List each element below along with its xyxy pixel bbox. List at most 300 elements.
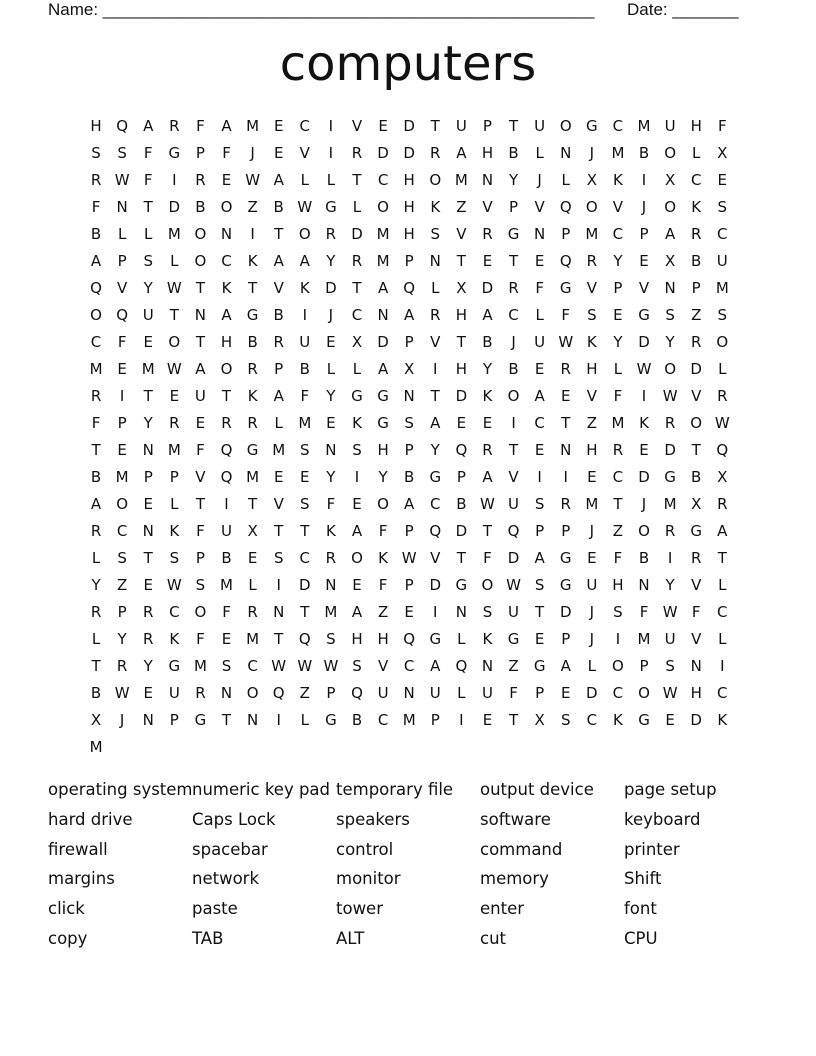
- grid-letter: O: [168, 333, 181, 351]
- grid-letter: T: [221, 711, 232, 729]
- grid-letter: G: [325, 198, 337, 216]
- word-list-item: numeric key pad: [192, 780, 331, 799]
- grid-letter: F: [143, 144, 153, 162]
- grid-letter: R: [195, 684, 206, 702]
- grid-letter: U: [664, 117, 676, 135]
- grid-letter: E: [717, 171, 728, 189]
- grid-letter: E: [247, 549, 258, 567]
- grid-letter: U: [455, 117, 467, 135]
- grid-letter: C: [717, 684, 728, 702]
- grid-letter: U: [377, 684, 389, 702]
- grid-letter: M: [167, 441, 181, 459]
- grid-letter: Z: [456, 198, 467, 216]
- grid-letter: P: [195, 549, 205, 567]
- grid-letter: W: [323, 657, 339, 675]
- grid-letter: L: [274, 414, 283, 432]
- grid-letter: F: [326, 495, 336, 513]
- grid-letter: C: [377, 711, 389, 729]
- grid-letter: F: [691, 603, 701, 621]
- grid-letter: U: [429, 684, 441, 702]
- grid-letter: L: [117, 225, 127, 243]
- grid-letter: O: [377, 198, 389, 216]
- grid-letter: O: [559, 117, 572, 135]
- grid-letter: Q: [116, 117, 129, 135]
- grid-letter: J: [641, 198, 647, 216]
- grid-letter: R: [143, 630, 154, 648]
- name-field-label: Name: ____________________________________________________: [48, 0, 595, 19]
- grid-letter: O: [664, 360, 677, 378]
- grid-letter: A: [560, 657, 571, 675]
- grid-letter: E: [273, 117, 284, 135]
- grid-letter: V: [351, 117, 363, 135]
- grid-letter: R: [90, 171, 102, 189]
- grid-letter: P: [691, 279, 701, 297]
- grid-letter: C: [612, 468, 624, 486]
- grid-letter: T: [274, 522, 284, 540]
- word-list-item: copy: [48, 928, 88, 948]
- grid-letter: S: [665, 306, 675, 324]
- grid-letter: I: [328, 117, 334, 135]
- grid-letter: P: [456, 468, 466, 486]
- grid-letter: Q: [429, 522, 442, 540]
- grid-letter: A: [456, 144, 467, 162]
- grid-letter: G: [377, 387, 389, 405]
- grid-letter: R: [351, 144, 363, 162]
- grid-letter: E: [195, 414, 206, 432]
- grid-letter: F: [91, 414, 101, 432]
- grid-letter: V: [377, 657, 389, 675]
- grid-letter: P: [195, 144, 205, 162]
- grid-letter: A: [482, 306, 493, 324]
- grid-letter: K: [247, 387, 258, 405]
- grid-letter: F: [535, 279, 544, 297]
- grid-letter: R: [690, 549, 702, 567]
- grid-letter: V: [638, 279, 650, 297]
- grid-letter: C: [508, 306, 519, 324]
- word-list-item: ALT: [336, 928, 365, 948]
- grid-letter: T: [195, 495, 205, 513]
- grid-letter: B: [351, 711, 363, 729]
- grid-letter: X: [534, 711, 545, 729]
- grid-letter: R: [690, 333, 702, 351]
- grid-letter: V: [430, 333, 441, 351]
- grid-letter: F: [613, 549, 623, 567]
- grid-letter: E: [326, 333, 336, 351]
- grid-letter: F: [378, 522, 388, 540]
- grid-letter: W: [166, 576, 182, 594]
- grid-letter: R: [430, 306, 441, 324]
- grid-letter: L: [718, 576, 727, 594]
- grid-letter: L: [692, 144, 701, 162]
- grid-letter: I: [119, 387, 125, 405]
- grid-letter: O: [638, 522, 650, 540]
- grid-letter: E: [117, 441, 127, 459]
- grid-letter: K: [378, 549, 388, 567]
- grid-letter: K: [639, 414, 649, 432]
- grid-letter: O: [664, 144, 677, 162]
- grid-letter: U: [194, 387, 206, 405]
- grid-letter: N: [403, 387, 415, 405]
- grid-letter: S: [300, 495, 310, 513]
- grid-letter: T: [508, 711, 519, 729]
- grid-letter: I: [563, 468, 568, 486]
- grid-letter: S: [117, 549, 127, 567]
- grid-letter: O: [116, 495, 129, 513]
- grid-letter: P: [169, 711, 179, 729]
- grid-letter: B: [273, 198, 284, 216]
- grid-letter: T: [508, 117, 519, 135]
- grid-letter: C: [534, 414, 545, 432]
- grid-letter: U: [716, 252, 728, 270]
- word-list-item: Caps Lock: [192, 809, 276, 829]
- grid-letter: F: [639, 603, 649, 621]
- grid-letter: U: [508, 495, 520, 513]
- grid-letter: I: [224, 495, 229, 513]
- grid-letter: E: [534, 360, 545, 378]
- grid-letter: O: [90, 306, 102, 324]
- grid-letter: D: [507, 549, 520, 567]
- grid-letter: X: [404, 360, 415, 378]
- grid-letter: X: [351, 333, 363, 351]
- grid-letter: A: [221, 306, 232, 324]
- word-list-item: paste: [192, 899, 238, 919]
- grid-letter: O: [194, 252, 207, 270]
- grid-letter: M: [141, 360, 155, 378]
- grid-letter: D: [429, 576, 442, 594]
- grid-letter: P: [117, 252, 127, 270]
- grid-letter: F: [196, 522, 205, 540]
- grid-letter: B: [221, 549, 232, 567]
- grid-letter: M: [637, 630, 651, 648]
- grid-letter: P: [117, 414, 127, 432]
- grid-letter: B: [638, 144, 650, 162]
- grid-letter: H: [351, 630, 363, 648]
- grid-letter: T: [456, 252, 466, 270]
- grid-letter: N: [325, 576, 337, 594]
- grid-letter: V: [691, 387, 702, 405]
- grid-letter: H: [220, 333, 233, 351]
- grid-letter: I: [641, 387, 647, 405]
- grid-letter: P: [430, 711, 440, 729]
- word-list-item: tower: [336, 899, 383, 919]
- grid-letter: J: [119, 711, 125, 729]
- grid-letter: J: [589, 522, 595, 540]
- grid-letter: M: [272, 441, 286, 459]
- grid-letter: P: [404, 333, 414, 351]
- grid-letter: G: [559, 576, 572, 594]
- grid-letter: R: [247, 360, 258, 378]
- grid-letter: Y: [143, 414, 153, 432]
- grid-letter: L: [613, 360, 623, 378]
- grid-letter: T: [195, 279, 205, 297]
- grid-letter: P: [326, 684, 336, 702]
- grid-letter: W: [714, 414, 730, 432]
- grid-letter: B: [247, 333, 258, 351]
- grid-letter: C: [403, 657, 415, 675]
- grid-letter: I: [250, 225, 255, 243]
- grid-letter: L: [326, 171, 336, 189]
- grid-letter: Z: [508, 657, 519, 675]
- grid-letter: A: [195, 360, 206, 378]
- grid-letter: E: [169, 387, 180, 405]
- grid-letter: A: [351, 522, 363, 540]
- grid-letter: W: [114, 171, 130, 189]
- grid-letter: T: [508, 252, 519, 270]
- grid-letter: Y: [378, 468, 388, 486]
- grid-letter: X: [717, 144, 728, 162]
- grid-letter: M: [402, 711, 416, 729]
- grid-letter: T: [456, 333, 466, 351]
- grid-letter: L: [718, 360, 727, 378]
- grid-letter: N: [246, 711, 259, 729]
- grid-letter: G: [246, 306, 259, 324]
- grid-letter: F: [509, 684, 518, 702]
- grid-letter: I: [328, 144, 334, 162]
- grid-letter: E: [639, 441, 649, 459]
- grid-letter: S: [117, 144, 127, 162]
- grid-letter: I: [511, 414, 516, 432]
- grid-letter: W: [506, 576, 521, 594]
- grid-letter: I: [433, 603, 438, 621]
- grid-letter: O: [351, 549, 363, 567]
- grid-letter: T: [456, 549, 466, 567]
- grid-letter: T: [430, 387, 440, 405]
- grid-letter: D: [455, 387, 468, 405]
- grid-letter: C: [169, 603, 180, 621]
- grid-letter: M: [246, 468, 260, 486]
- grid-letter: G: [377, 414, 389, 432]
- grid-letter: X: [691, 495, 702, 513]
- word-list-item: temporary file: [336, 780, 454, 799]
- word-list-item: command: [480, 839, 563, 859]
- grid-letter: U: [508, 603, 520, 621]
- grid-letter: J: [589, 144, 595, 162]
- grid-letter: R: [717, 387, 728, 405]
- grid-letter: S: [534, 576, 545, 594]
- grid-letter: P: [639, 657, 649, 675]
- grid-letter: S: [195, 576, 206, 594]
- grid-letter: F: [117, 333, 127, 351]
- grid-letter: Y: [665, 333, 675, 351]
- grid-letter: Z: [299, 684, 310, 702]
- grid-letter: P: [117, 603, 127, 621]
- word-list-item: enter: [480, 899, 525, 919]
- grid-letter: L: [91, 549, 101, 567]
- grid-letter: B: [508, 360, 519, 378]
- grid-letter: I: [276, 711, 281, 729]
- grid-letter: V: [273, 495, 284, 513]
- grid-letter: E: [117, 360, 127, 378]
- grid-letter: N: [481, 171, 494, 189]
- grid-letter: X: [90, 711, 102, 729]
- grid-letter: O: [298, 225, 311, 243]
- grid-letter: C: [351, 306, 363, 324]
- grid-letter: C: [299, 549, 311, 567]
- grid-letter: J: [328, 306, 334, 324]
- grid-letter: L: [535, 306, 544, 324]
- grid-letter: K: [586, 333, 597, 351]
- grid-letter: Q: [403, 279, 416, 297]
- grid-letter: V: [273, 279, 284, 297]
- grid-letter: F: [222, 603, 231, 621]
- grid-letter: E: [482, 252, 493, 270]
- grid-letter: P: [535, 684, 545, 702]
- grid-letter: X: [586, 171, 597, 189]
- word-list-item: speakers: [336, 809, 410, 829]
- grid-letter: K: [691, 198, 702, 216]
- grid-letter: P: [169, 468, 179, 486]
- grid-letter: P: [509, 198, 519, 216]
- grid-letter: B: [404, 468, 415, 486]
- grid-letter: H: [586, 360, 598, 378]
- grid-letter: T: [274, 225, 284, 243]
- grid-letter: I: [537, 468, 542, 486]
- grid-letter: I: [667, 549, 673, 567]
- grid-letter: R: [664, 522, 676, 540]
- word-list-item: click: [48, 899, 85, 919]
- word-list-item: firewall: [48, 839, 108, 859]
- grid-letter: O: [716, 333, 729, 351]
- grid-letter: B: [691, 252, 702, 270]
- grid-letter: E: [352, 576, 362, 594]
- grid-letter: F: [143, 171, 153, 189]
- grid-letter: K: [169, 522, 180, 540]
- grid-letter: Z: [377, 603, 389, 621]
- grid-letter: L: [561, 171, 570, 189]
- word-list-item: cut: [480, 928, 506, 948]
- grid-letter: N: [534, 225, 546, 243]
- grid-letter: S: [534, 495, 545, 513]
- grid-letter: A: [534, 387, 545, 405]
- grid-letter: O: [664, 198, 677, 216]
- grid-letter: B: [195, 198, 206, 216]
- grid-letter: L: [170, 495, 179, 513]
- grid-letter: A: [404, 495, 415, 513]
- grid-letter: V: [195, 468, 206, 486]
- grid-letter: A: [273, 252, 284, 270]
- grid-letter: L: [352, 360, 362, 378]
- grid-letter: R: [90, 387, 102, 405]
- grid-letter: L: [300, 711, 309, 729]
- grid-letter: M: [663, 495, 677, 513]
- grid-letter: P: [561, 630, 571, 648]
- grid-letter: H: [403, 225, 415, 243]
- grid-letter: F: [378, 576, 388, 594]
- word-list-item: monitor: [336, 869, 401, 889]
- grid-letter: A: [717, 522, 728, 540]
- grid-letter: A: [404, 306, 415, 324]
- word-list-item: control: [336, 839, 394, 859]
- grid-letter: W: [662, 684, 678, 702]
- grid-letter: T: [300, 603, 310, 621]
- grid-letter: M: [376, 225, 390, 243]
- grid-letter: Y: [143, 657, 153, 675]
- grid-letter: F: [91, 198, 101, 216]
- grid-letter: O: [246, 684, 259, 702]
- grid-letter: H: [481, 144, 494, 162]
- grid-letter: C: [717, 603, 728, 621]
- grid-letter: S: [352, 441, 362, 459]
- grid-letter: Z: [612, 522, 624, 540]
- grid-letter: T: [561, 414, 571, 432]
- grid-letter: R: [273, 333, 284, 351]
- grid-letter: Y: [613, 252, 623, 270]
- grid-letter: Y: [613, 333, 623, 351]
- grid-letter: T: [352, 171, 362, 189]
- grid-letter: A: [351, 603, 363, 621]
- grid-letter: M: [115, 468, 129, 486]
- grid-letter: M: [220, 576, 233, 594]
- grid-letter: L: [718, 630, 727, 648]
- grid-letter: U: [142, 306, 154, 324]
- grid-letter: N: [560, 441, 572, 459]
- grid-letter: C: [247, 657, 258, 675]
- grid-letter: E: [352, 495, 362, 513]
- grid-letter: J: [511, 333, 516, 351]
- grid-letter: C: [377, 171, 389, 189]
- grid-letter: G: [455, 576, 468, 594]
- grid-letter: D: [403, 117, 415, 135]
- letter-grid: [83, 113, 735, 761]
- grid-letter: E: [143, 333, 153, 351]
- grid-letter: W: [166, 279, 182, 297]
- grid-letter: B: [508, 144, 519, 162]
- grid-letter: Q: [351, 684, 363, 702]
- page-title: computers: [279, 36, 537, 92]
- header: [48, 0, 739, 20]
- grid-letter: G: [325, 711, 337, 729]
- grid-letter: M: [585, 225, 599, 243]
- grid-letter: E: [482, 711, 493, 729]
- grid-letter: K: [482, 387, 493, 405]
- grid-letter: N: [455, 603, 467, 621]
- grid-letter: Q: [507, 522, 520, 540]
- grid-letter: P: [561, 522, 571, 540]
- grid-letter: Q: [716, 441, 729, 459]
- grid-letter: Y: [326, 468, 336, 486]
- grid-letter: U: [221, 522, 232, 540]
- grid-letter: S: [221, 657, 232, 675]
- grid-letter: P: [613, 279, 623, 297]
- grid-letter: F: [613, 387, 623, 405]
- grid-letter: Q: [116, 306, 129, 324]
- grid-letter: Y: [482, 360, 493, 378]
- grid-letter: L: [431, 279, 440, 297]
- grid-letter: O: [638, 684, 650, 702]
- grid-letter: Y: [91, 576, 101, 594]
- grid-letter: Y: [430, 441, 440, 459]
- grid-letter: D: [168, 198, 181, 216]
- grid-letter: H: [455, 306, 467, 324]
- grid-letter: F: [483, 549, 492, 567]
- grid-letter: S: [273, 549, 284, 567]
- grid-letter: R: [247, 603, 258, 621]
- grid-letter: S: [665, 657, 675, 675]
- grid-letter: J: [641, 495, 647, 513]
- grid-letter: B: [456, 495, 467, 513]
- grid-letter: W: [662, 603, 678, 621]
- grid-letter: B: [299, 360, 310, 378]
- grid-letter: T: [352, 279, 362, 297]
- grid-letter: S: [430, 225, 441, 243]
- grid-letter: R: [482, 441, 493, 459]
- grid-letter: V: [430, 549, 441, 567]
- grid-letter: S: [717, 198, 728, 216]
- word-list-item: CPU: [624, 928, 658, 948]
- grid-letter: R: [482, 225, 493, 243]
- grid-letter: S: [169, 549, 180, 567]
- grid-letter: N: [220, 684, 233, 702]
